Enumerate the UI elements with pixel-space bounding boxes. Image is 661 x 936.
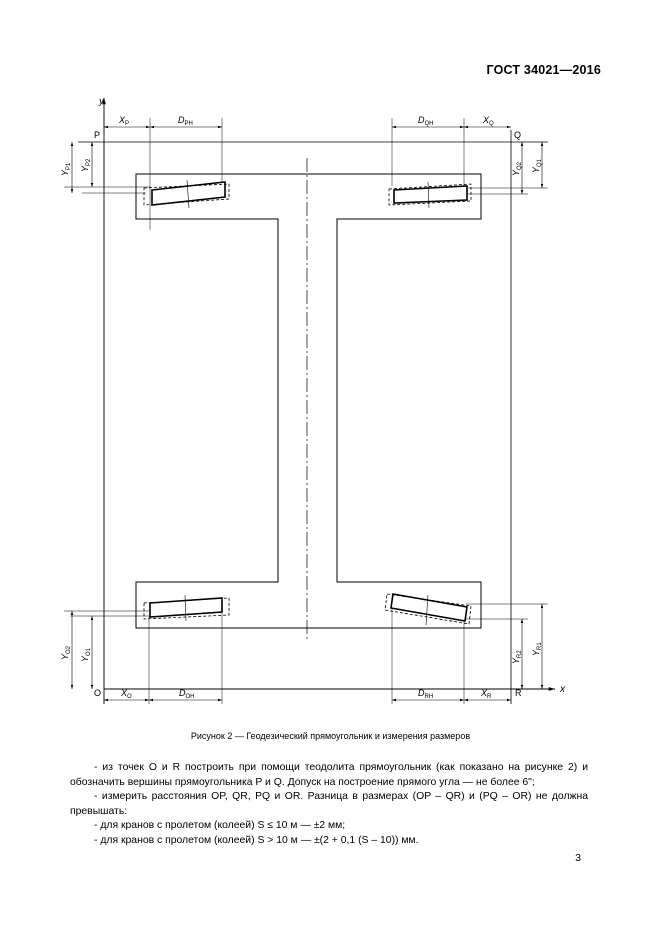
- dim-YQ2: $Y_{Q2}$: [511, 161, 523, 176]
- y-axis-label: y: [99, 96, 104, 107]
- dim-YO2: $Y_{O2}$: [60, 645, 72, 660]
- paragraph-measure: - измерить расстояния OP, QR, PQ и OR. Разница в размерах (OP – QR) и (PQ – OR) не должна превышать:: [70, 791, 588, 817]
- wheel-p-ideal: [144, 184, 229, 205]
- dim-DRH: $D_{RH}$: [418, 688, 434, 700]
- list-item-small-span: - для кранов с пролетом (колеей) S ≤ 10 м — ±2 мм;: [94, 820, 346, 832]
- dim-YP1: $Y_{P1}$: [60, 162, 72, 176]
- dim-DOH: $D_{OH}$: [179, 688, 195, 700]
- dim-XP: $X_P$: [119, 115, 130, 127]
- dim-YR2: $Y_{R2}$: [511, 650, 523, 664]
- point-Q: Q: [514, 130, 522, 140]
- point-R: R: [515, 688, 522, 698]
- beam-outline: [136, 174, 481, 628]
- page-number: 3: [575, 852, 581, 864]
- point-O: O: [94, 688, 102, 698]
- dim-YP2: $Y_{P2}$: [80, 158, 92, 172]
- dim-XQ: $X_Q$: [483, 115, 494, 127]
- list-item-large-span: - для кранов с пролетом (колеей) S > 10 м — ±(2 + 0,1 (S – 10)) мм.: [94, 834, 419, 846]
- x-axis-label: x: [560, 684, 565, 695]
- point-P: P: [94, 130, 101, 140]
- body-text: [70, 761, 588, 849]
- paragraph-construct: - из точек O и R построить при помощи теодолита прямоугольник (как показано на рисунке 2) и обозначить вершины прямоугольника P и Q. Допуск на построение прямого угла — не более 6";: [70, 762, 588, 788]
- dim-DQH: $D_{QH}$: [418, 115, 434, 127]
- dim-XR: $X_R$: [481, 688, 492, 700]
- dim-DPH: $D_{PH}$: [178, 115, 193, 127]
- dim-YR1: $Y_{R1}$: [531, 642, 543, 656]
- wheel-r-actual: [391, 594, 467, 621]
- dim-YQ1: $Y_{Q1}$: [531, 158, 543, 173]
- dim-YO1: $Y_{O1}$: [80, 647, 92, 662]
- figure-caption: Рисунок 2 — Геодезический прямоугольник и измерения размеров: [190, 731, 471, 741]
- dim-XO: $X_O$: [121, 688, 132, 700]
- standard-header: ГОСТ 34021—2016: [486, 63, 601, 77]
- wheel-q-actual: [394, 186, 467, 203]
